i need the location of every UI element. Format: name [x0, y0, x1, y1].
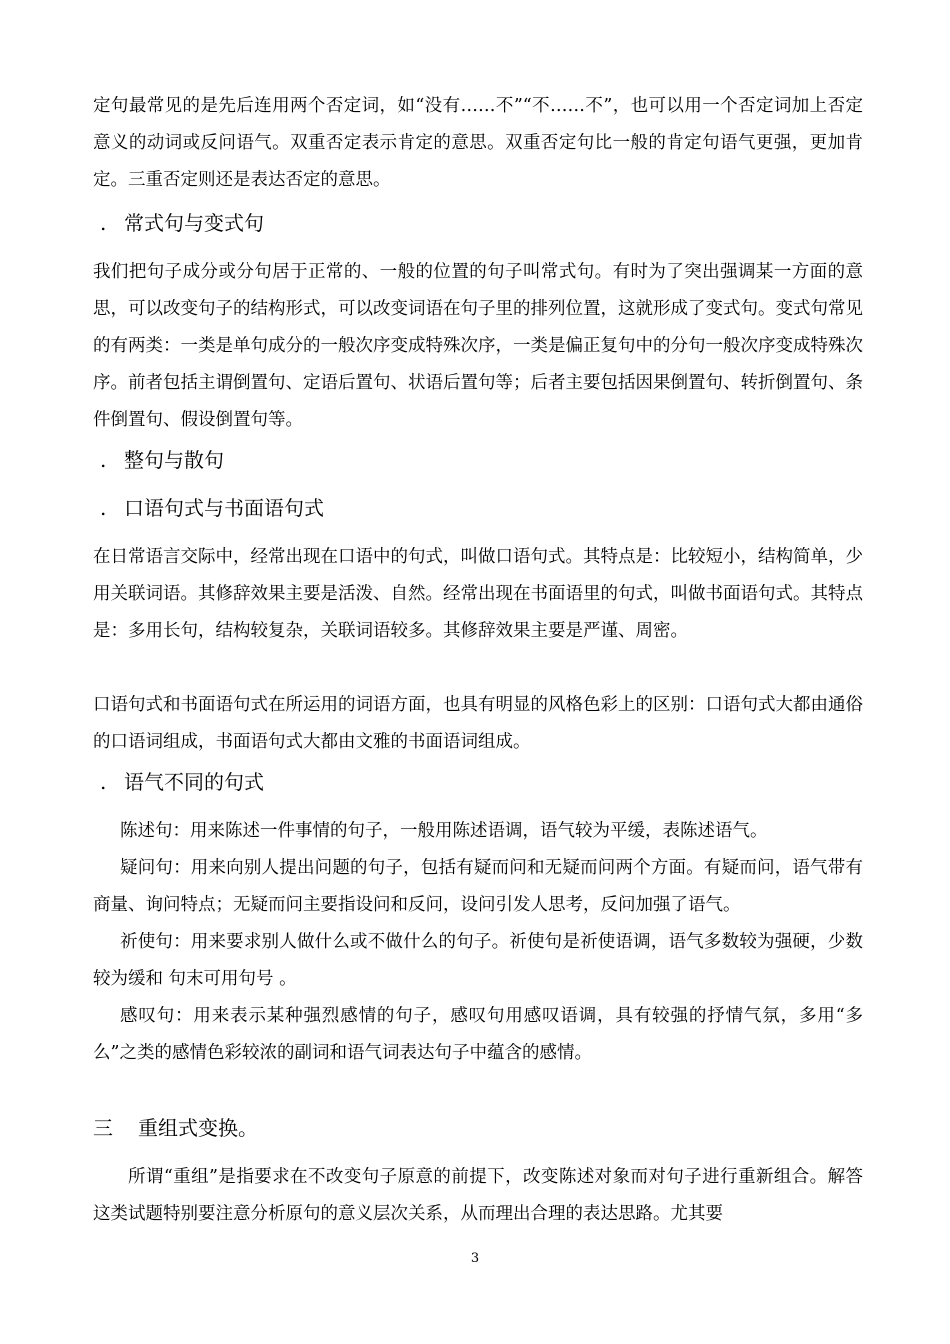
- paragraph-chenshu: 陈述句：用来陈述一件事情的句子，一般用陈述语调，语气较为平缓，表陈述语气。: [120, 821, 768, 841]
- paragraph-changshi: 我们把句子成分或分句居于正常的、一般的位置的句子叫常式句。有时为了突出强调某一方面的意思，可以改变句子的结构形式，可以改变词语在句子里的排列位置，这就形成了变式句。变式句常见的有两类：一类是单句成分的一般次序变成特殊次序，一类是偏正复句中的分句一般次序变成特殊次序。前者包括主谓倒置句、定语后置句、状语后置句等；后者主要包括因果倒置句、转折倒置句、条件倒置句、假设倒置句等。: [93, 262, 863, 430]
- heading-title: 重组式变换。: [138, 1116, 258, 1140]
- heading-marker: .: [100, 448, 107, 472]
- heading-title: 整句与散句: [124, 448, 224, 472]
- heading-marker: .: [100, 496, 107, 520]
- section-heading-yuqi: [100, 768, 264, 796]
- paragraph-kouyu-1: 在日常语言交际中，经常出现在口语中的句式，叫做口语句式。其特点是：比较短小，结构简单，少用关联词语。其修辞效果主要是活泼、自然。经常出现在书面语里的句式，叫做书面语句式。其特点是：多用长句，结构较复杂，关联词语较多。其修辞效果主要是严谨、周密。: [93, 547, 863, 641]
- paragraph-double-negation: 定句最常见的是先后连用两个否定词，如“没有……不”“不……不”，也可以用一个否定词加上否定意义的动词或反问语气。双重否定表示肯定的意思。双重否定句比一般的肯定句语气更强，更加肯定。三重否定则还是表达否定的意思。: [93, 96, 863, 190]
- heading-marker: .: [100, 211, 107, 235]
- section-heading-kouyu: [100, 494, 324, 522]
- paragraph-chongzu: 所谓“重组”是指要求在不改变句子原意的前提下，改变陈述对象而对句子进行重新组合。解答这类试题特别要注意分析原句的意义层次关系，从而理出合理的表达思路。尤其要: [93, 1167, 863, 1224]
- paragraph-qishi: 祈使句：用来要求别人做什么或不做什么的句子。祈使句是祈使语调，语气多数较为强硬，少数较为缓和 句末可用句号 。: [93, 932, 863, 989]
- heading-title: 常式句与变式句: [124, 211, 264, 235]
- paragraph-yiwen: 疑问句：用来向别人提出问题的句子，包括有疑而问和无疑而问两个方面。有疑而问，语气带有商量、询问特点；无疑而问主要指设问和反问，设问引发人思考，反问加强了语气。: [93, 858, 863, 915]
- section-heading-changshi: [100, 209, 264, 237]
- section-heading-zhengju: [100, 446, 224, 474]
- paragraph-gantan: 感叹句：用来表示某种强烈感情的句子，感叹句用感叹语调，具有较强的抒情气氛，多用“多么”之类的感情色彩较浓的副词和语气词表达句子中蕴含的感情。: [93, 1006, 863, 1063]
- heading-title: 口语句式与书面语句式: [124, 496, 324, 520]
- page-number: 3: [470, 1251, 480, 1266]
- section-heading-three: [93, 1114, 258, 1142]
- heading-marker: .: [100, 770, 107, 794]
- heading-title: 语气不同的句式: [124, 770, 264, 794]
- paragraph-kouyu-2: 口语句式和书面语句式在所运用的词语方面，也具有明显的风格色彩上的区别：口语句式大都由通俗的口语词组成，书面语句式大都由文雅的书面语词组成。: [93, 695, 863, 752]
- heading-number: 三: [93, 1116, 113, 1140]
